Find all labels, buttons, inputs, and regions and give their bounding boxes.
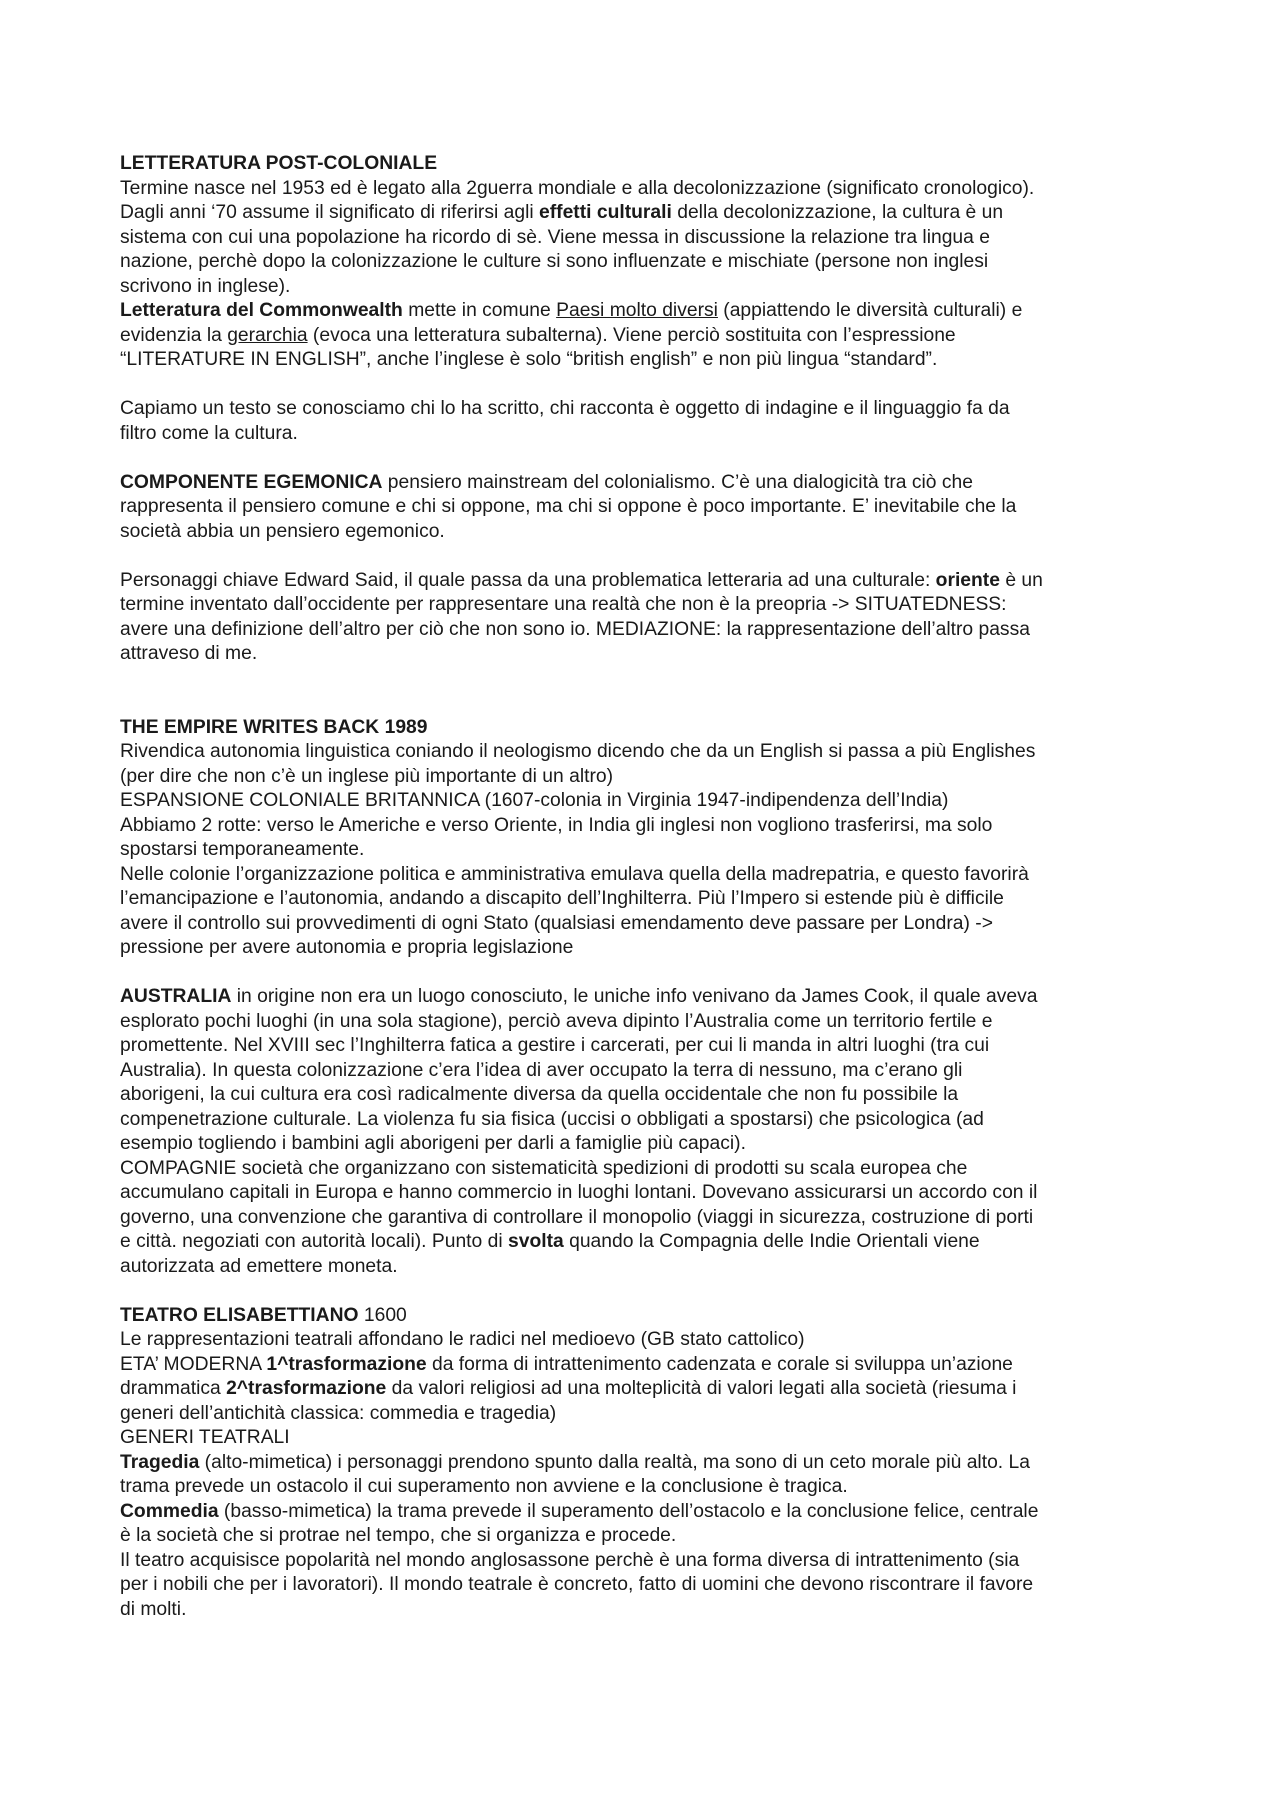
bold-text: TEATRO ELISABETTIANO (120, 1304, 359, 1326)
bold-text: Commedia (120, 1500, 219, 1522)
text-line (120, 471, 1160, 496)
text-line (120, 1010, 1160, 1035)
text-line (120, 1230, 1160, 1255)
text-run: Il teatro acquisisce popolarità nel mondo anglosassone perchè è una forma diversa di intrattenimento (sia (120, 1549, 1020, 1571)
bold-text: AUSTRALIA (120, 986, 232, 1007)
text-line (120, 936, 1160, 961)
bold-text: 1^trasformazione (266, 1353, 427, 1375)
bold-text: THE EMPIRE WRITES BACK 1989 (120, 716, 428, 738)
text-run: avere il controllo sui provvedimenti di ogni Stato (qualsiasi emendamento deve passare per Londra) -> (120, 912, 993, 934)
text-run: da valori religiosi ad una molteplicità di valori legati alla società (riesuma i (386, 1378, 1017, 1399)
text-line (120, 569, 1160, 594)
bold-text: effetti culturali (539, 202, 672, 223)
text-run: scrivono in inglese). (120, 275, 291, 297)
bold-text: oriente (935, 569, 1000, 591)
text-line (120, 814, 1160, 839)
text-line (120, 887, 1160, 912)
text-line (120, 422, 1160, 447)
text-run: Le rappresentazioni teatrali affondano le radici nel medioevo (GB stato cattolico) (120, 1329, 805, 1350)
text-run: è un (999, 569, 1043, 591)
section-australia (120, 985, 1160, 1279)
text-run: mette in comune (402, 300, 557, 321)
paragraph-gap (120, 667, 1160, 716)
text-line (120, 299, 1160, 324)
text-run: Personaggi chiave Edward Said, il quale passa da una problematica letteraria ad una culturale: (120, 569, 936, 591)
section-empire (120, 716, 1160, 961)
text-line (120, 789, 1160, 814)
text-line (120, 838, 1160, 863)
text-run: 1600 (358, 1304, 407, 1326)
text-run: (evoca una letteratura subalterna). Viene perciò sostituita con l’espressione (307, 324, 956, 346)
text-run: attraveso di me. (120, 643, 258, 664)
text-run: accumulano capitali in Europa e hanno commercio in luoghi lontani. Dovevano assicurarsi un accordo con il (120, 1182, 1038, 1203)
text-line (120, 1426, 1160, 1451)
text-line (120, 1181, 1160, 1206)
section-teatro (120, 1304, 1160, 1623)
text-line (120, 1402, 1160, 1427)
text-line (120, 1500, 1160, 1525)
text-line (120, 1083, 1160, 1108)
text-run: Abbiamo 2 rotte: verso le Americhe e verso Oriente, in India gli inglesi non vogliono trasferirsi, ma solo (120, 814, 993, 836)
text-line (120, 1573, 1160, 1598)
text-line (120, 1108, 1160, 1133)
text-run: e città. negoziati con autorità locali). Punto di (120, 1231, 508, 1252)
text-run: quando la Compagnia delle Indie Orientali viene (563, 1231, 980, 1252)
paragraph-gap (120, 961, 1160, 986)
text-line (120, 716, 1160, 741)
text-run: (basso-mimetica) la trama prevede il superamento dell’ostacolo e la conclusione felice, centrale (218, 1500, 1039, 1522)
section-capiamo (120, 397, 1160, 446)
text-line (120, 1451, 1160, 1476)
text-run: drammatica (120, 1378, 227, 1399)
text-run: da forma di intrattenimento cadenzata e corale si sviluppa un’azione (426, 1353, 1013, 1375)
text-line (120, 1255, 1160, 1280)
text-run: compenetrazione culturale. La violenza fu sia fisica (uccisi o obbligati a spostarsi) che psicologica (ad (120, 1108, 984, 1130)
section-egemonica (120, 471, 1160, 545)
text-run: l’emancipazione e l’autonomia, andando a discapito dell’Inghilterra. Più l’Impero si estende più è difficile (120, 888, 1004, 909)
text-line (120, 226, 1160, 251)
text-run: filtro come la cultura. (120, 422, 298, 444)
text-run: nazione, perchè dopo la colonizzazione le culture si sono influenzate e mischiate (persone non inglesi (120, 251, 989, 272)
bold-text: Letteratura del Commonwealth (120, 300, 403, 321)
text-run: Rivendica autonomia linguistica coniando il neologismo dicendo che da un English si passa a più Englishes (120, 741, 1036, 762)
text-run: pensiero mainstream del colonialismo. C’è una dialogicità tra ciò che (382, 471, 973, 493)
text-line (120, 642, 1160, 667)
underlined-text: Paesi molto diversi (556, 300, 718, 321)
text-run: termine inventato dall’occidente per rappresentare una realtà che non è la preopria -> SITUATEDNESS: (120, 594, 1007, 615)
text-line (120, 740, 1160, 765)
text-line (120, 1132, 1160, 1157)
text-run: ESPANSIONE COLONIALE BRITANNICA (1607-colonia in Virginia 1947-indipendenza dell’India) (120, 790, 949, 811)
text-run: promettente. Nel XVIII sec l’Inghilterra fatica a gestire i carcerati, per cui li manda in altri luoghi (tra cui (120, 1035, 990, 1056)
text-run: governo, una convenzione che garantiva di controllare il monopolio (viaggi in sicurezza, costruzione di porti (120, 1206, 1034, 1228)
text-run: (alto-mimetica) i personaggi prendono spunto dalla realtà, ma sono di un ceto morale più alto. La (199, 1451, 1030, 1473)
text-run: Dagli anni ‘70 assume il significato di riferirsi agli (120, 202, 540, 223)
text-run: COMPAGNIE società che organizzano con sistematicità spedizioni di prodotti su scala europea che (120, 1157, 968, 1179)
text-line (120, 1328, 1160, 1353)
text-line (120, 618, 1160, 643)
bold-text: COMPONENTE EGEMONICA (120, 471, 383, 493)
text-run: esplorato pochi luoghi (in una sola stagione), perciò aveva dipinto l’Australia come un territorio fertile e (120, 1010, 993, 1032)
text-run: Australia). In questa colonizzazione c’era l’idea di aver occupato la terra di nessuno, ma c’erano gli (120, 1059, 963, 1081)
text-line (120, 201, 1160, 226)
text-line (120, 348, 1160, 373)
text-run: è la società che si protrae nel tempo, che si organizza e procede. (120, 1525, 677, 1546)
text-line (120, 593, 1160, 618)
text-run: sistema con cui una popolazione ha ricordo di sè. Viene messa in discussione la relazione tra lingua e (120, 226, 990, 248)
text-line (120, 1059, 1160, 1084)
text-line (120, 1206, 1160, 1231)
text-line (120, 177, 1160, 202)
text-line (120, 1475, 1160, 1500)
text-run: Capiamo un testo se conosciamo chi lo ha scritto, chi racconta è oggetto di indagine e il linguaggio fa da (120, 398, 1010, 419)
bold-text: svolta (508, 1231, 564, 1252)
section-said (120, 569, 1160, 667)
text-run: pressione per avere autonomia e propria legislazione (120, 937, 574, 958)
text-run: ETA’ MODERNA (120, 1353, 267, 1375)
text-run: autorizzata ad emettere moneta. (120, 1255, 398, 1277)
paragraph-gap (120, 1279, 1160, 1304)
section-post-coloniale (120, 152, 1160, 373)
text-line (120, 1157, 1160, 1182)
bold-text: LETTERATURA POST-COLONIALE (120, 153, 438, 174)
text-run: Termine nasce nel 1953 ed è legato alla 2guerra mondiale e alla decolonizzazione (significato cronologico). (120, 177, 1035, 199)
text-run: rappresenta il pensiero comune e chi si oppone, ma chi si oppone è poco importante. E’ inevitabile che la (120, 496, 1017, 517)
text-run: GENERI TEATRALI (120, 1427, 290, 1448)
text-line (120, 1353, 1160, 1378)
paragraph-gap (120, 544, 1160, 569)
text-run: “LITERATURE IN ENGLISH”, anche l’inglese è solo “british english” e non più lingua “standard”. (120, 349, 938, 370)
text-run: di molti. (120, 1598, 187, 1620)
text-line (120, 250, 1160, 275)
text-run: (appiattendo le diversità culturali) e (717, 300, 1023, 321)
text-run: spostarsi temporaneamente. (120, 839, 365, 860)
text-line (120, 495, 1160, 520)
text-line (120, 324, 1160, 349)
bold-text: 2^trasformazione (226, 1378, 387, 1399)
text-run: esempio togliendo i bambini agli aborigeni per darli a famiglie più capaci). (120, 1133, 746, 1154)
underlined-text: gerarchia (227, 324, 308, 346)
text-line (120, 520, 1160, 545)
text-line (120, 863, 1160, 888)
text-run: (per dire che non c’è un inglese più importante di un altro) (120, 765, 614, 787)
text-line (120, 1377, 1160, 1402)
text-line (120, 985, 1160, 1010)
text-line (120, 765, 1160, 790)
text-run: in origine non era un luogo conosciuto, le uniche info venivano da James Cook, il quale aveva (231, 986, 1038, 1007)
text-line (120, 1598, 1160, 1623)
text-line (120, 152, 1160, 177)
text-line (120, 1304, 1160, 1329)
text-run: trama prevede un ostacolo il cui superamento non avviene e la conclusione è tragica. (120, 1476, 848, 1497)
text-run: Nelle colonie l’organizzazione politica e amministrativa emulava quella della madrepatria, e questo favorirà (120, 863, 1029, 885)
text-line (120, 1524, 1160, 1549)
text-run: per i nobili che per i lavoratori). Il mondo teatrale è concreto, fatto di uomini che devono riscontrare il favore (120, 1574, 1034, 1595)
text-run: della decolonizzazione, la cultura è un (671, 202, 1004, 223)
text-run: avere una definizione dell’altro per ciò che non sono io. MEDIAZIONE: la rappresentazione dell’altro passa (120, 618, 1030, 640)
text-run: società abbia un pensiero egemonico. (120, 520, 445, 542)
text-line (120, 275, 1160, 300)
paragraph-gap (120, 446, 1160, 471)
text-line (120, 1034, 1160, 1059)
bold-text: Tragedia (120, 1451, 200, 1473)
text-run: aborigeni, la cui cultura era così radicalmente diversa da quella occidentale che non fu possibile la (120, 1084, 959, 1105)
text-run: generi dell’antichità classica: commedia e tragedia) (120, 1402, 557, 1424)
text-line (120, 1549, 1160, 1574)
paragraph-gap (120, 373, 1160, 398)
document-page (120, 152, 1160, 1622)
text-line (120, 397, 1160, 422)
text-run: evidenzia la (120, 324, 228, 346)
text-line (120, 912, 1160, 937)
